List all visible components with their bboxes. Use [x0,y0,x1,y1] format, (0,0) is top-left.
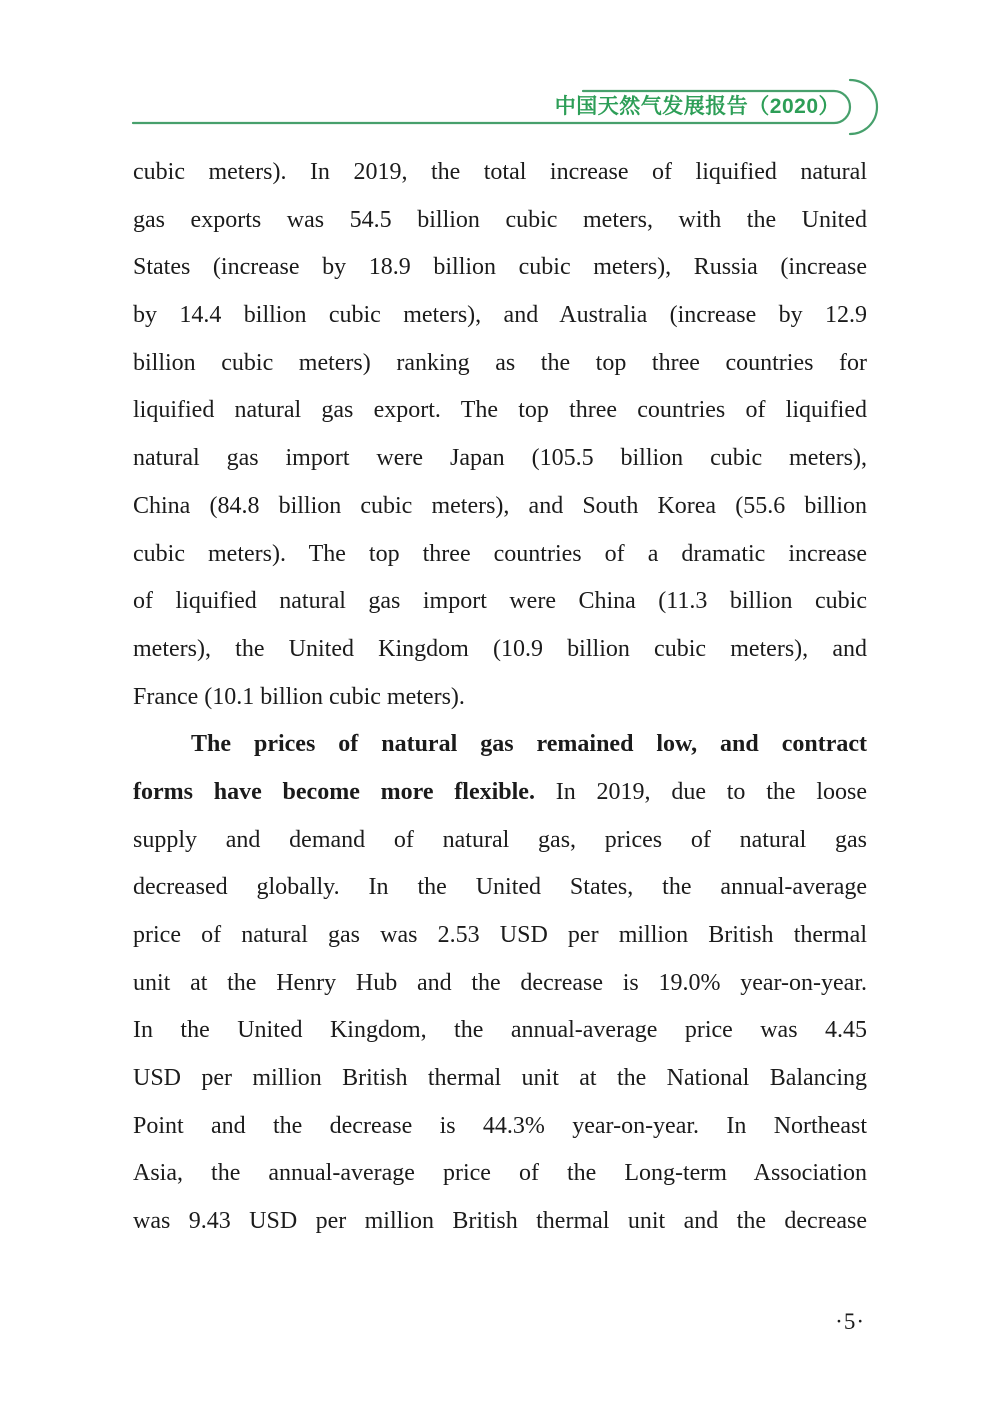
text-line [133,531,867,579]
text-line [133,149,867,197]
text-segment: was 9.43 USD per million British thermal unit and the decrease [133,1208,867,1235]
text-segment: China (84.8 billion cubic meters), and South Korea (55.6 billion [133,492,867,519]
text-segment: cubic meters). In 2019, the total increase of liquified natural [133,159,867,185]
text-line [133,1150,867,1198]
text-segment: decreased globally. In the United States, the annual-average [133,874,867,901]
text-line [133,674,867,722]
text-line [133,435,867,483]
text-segment: In the United Kingdom, the annual-average price was 4.45 [133,1017,867,1044]
text-segment: by 14.4 billion cubic meters), and Australia (increase by 12.9 [133,302,867,329]
text-segment: Point and the decrease is 44.3% year-on-year. In Northeast [133,1112,867,1139]
text-segment: States (increase by 18.9 billion cubic meters), Russia (increase [133,254,867,281]
text-segment: price of natural gas was 2.53 USD per million British thermal [133,922,867,948]
text-segment: unit at the Henry Hub and the decrease is 19.0% year-on-year. [133,969,867,996]
text-line [133,912,867,960]
text-segment: billion cubic meters) ranking as the top three countries for [133,349,867,376]
text-line [133,721,867,769]
text-segment: USD per million British thermal unit at the National Balancing [133,1065,867,1092]
header-rule-decoration [0,0,1000,150]
text-segment: natural gas import were Japan (105.5 billion cubic meters), [133,445,867,472]
text-line [133,1103,867,1151]
text-segment: supply and demand of natural gas, prices of natural gas [133,826,867,853]
bold-text-segment: The prices of natural gas remained low, and contract [191,731,867,758]
header-outer-arc [850,80,877,134]
text-segment: liquified natural gas export. The top three countries of liquified [133,397,867,424]
text-line [133,578,867,626]
text-line [133,292,867,340]
bold-text-segment: forms have become more flexible. [133,778,535,805]
text-line [133,1198,867,1246]
text-line [133,387,867,435]
text-segment: cubic meters). The top three countries of a dramatic increase [133,540,867,567]
text-line [133,340,867,388]
text-segment: In 2019, due to the loose [534,778,867,805]
text-line [133,960,867,1008]
report-title: 中国天然气发展报告（2020） [554,95,840,118]
text-segment: France (10.1 billion cubic meters). [133,683,465,710]
text-line [133,197,867,245]
text-line [133,769,867,817]
page-number: ·5· [835,1309,865,1334]
text-line [133,244,867,292]
text-segment: gas exports was 54.5 billion cubic meters, with the United [133,206,867,233]
text-line [133,626,867,674]
text-line [133,1055,867,1103]
document-body [133,149,867,1246]
text-line [133,864,867,912]
text-segment: Asia, the annual-average price of the Long-term Association [133,1160,867,1187]
text-segment: of liquified natural gas import were China (11.3 billion cubic [133,588,867,615]
text-line [133,1007,867,1055]
text-segment: meters), the United Kingdom (10.9 billion cubic meters), and [133,635,867,662]
text-line [133,483,867,531]
text-line [133,817,867,865]
